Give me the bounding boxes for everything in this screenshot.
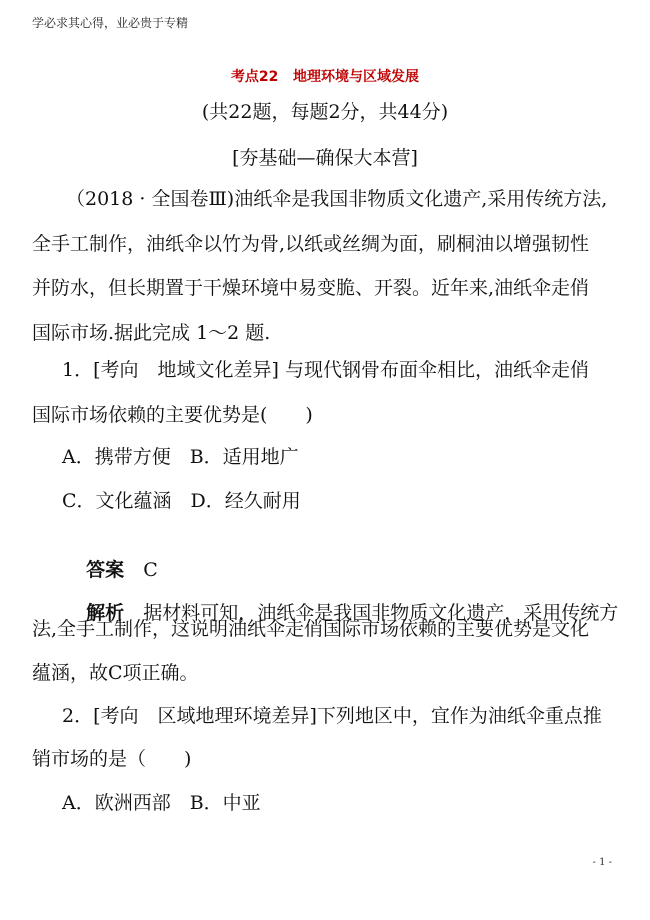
answer-label: 答案 — [86, 559, 125, 581]
options-row: C．文化蕴涵 D．经久耐用 — [62, 490, 301, 512]
passage-line: 国际市场.据此完成 1～2 题. — [32, 322, 271, 344]
passage-line: 全手工制作，油纸伞以竹为骨,以纸或丝绸为面，刷桐油以增强韧性 — [32, 233, 590, 255]
answer-value: C — [143, 559, 158, 581]
page-title: 考点22 地理环境与区域发展 — [230, 69, 420, 85]
passage-line: （2018 · 全国卷Ⅲ)油纸伞是我国非物质文化遗产,采用传统方法, — [66, 188, 608, 210]
explain-line: 法,全手工制作，这说明油纸伞走俏国际市场依赖的主要优势是文化 — [32, 618, 590, 640]
explain-label: 解析 — [86, 602, 125, 624]
question-stem-line: 国际市场依赖的主要优势是( ) — [32, 404, 313, 426]
question-stem-line: 2．[考向 区域地理环境差异]下列地区中，宜作为油纸伞重点推 — [62, 705, 602, 727]
section-heading: [夯基础—确保大本营] — [232, 147, 418, 169]
header-motto: 学必求其心得，业必贵于专精 — [32, 16, 189, 30]
page-number: - 1 - — [592, 857, 612, 868]
passage-line: 并防水，但长期置于干燥环境中易变脆、开裂。近年来,油纸伞走俏 — [32, 277, 590, 299]
explain-text: 据材料可知，油纸伞是我国非物质文化遗产，采用传统方 — [143, 602, 619, 624]
question-stem-line: 1．[考向 地域文化差异] 与现代钢骨布面伞相比，油纸伞走俏 — [62, 359, 589, 381]
subtitle: (共22题，每题2分，共44分) — [201, 101, 449, 123]
options-row: A．欧洲西部 B．中亚 — [62, 792, 261, 814]
options-row: A．携带方便 B．适用地广 — [62, 446, 299, 468]
explain-line: 蕴涵，故C项正确。 — [32, 662, 199, 684]
question-stem-line: 销市场的是（ ) — [32, 748, 192, 770]
